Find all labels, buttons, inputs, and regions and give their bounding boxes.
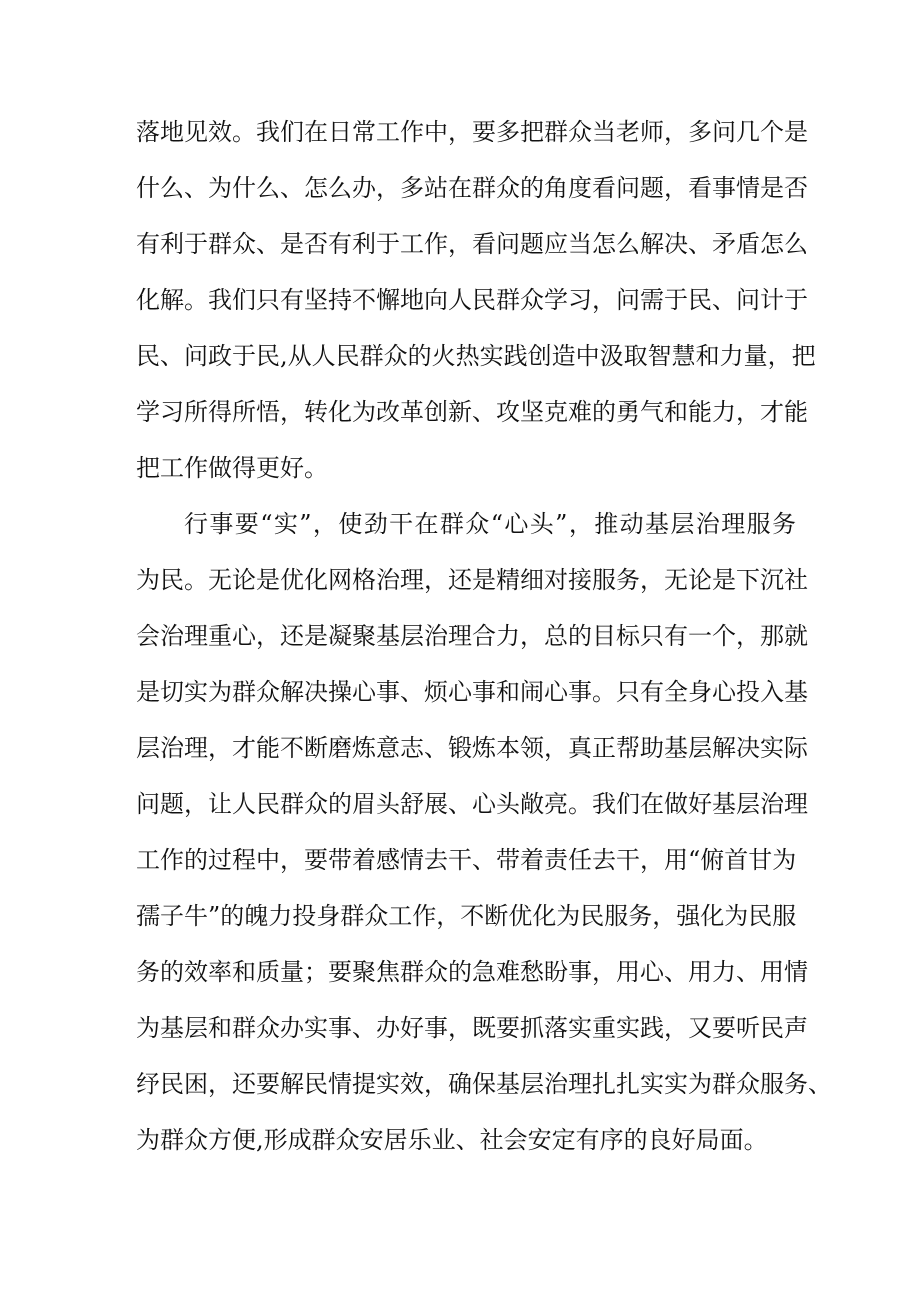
- text-line: 务的效率和质量；要聚焦群众的急难愁盼事，用心、用力、用情: [136, 958, 808, 986]
- text-line: 问题，让人民群众的眉头舒展、心头敞亮。我们在做好基层治理: [136, 790, 808, 818]
- text-line: 把工作做得更好。: [136, 454, 328, 482]
- text-line: 学习所得所悟，转化为改革创新、攻坚克难的勇气和能力，才能: [136, 398, 808, 426]
- text-line: 孺子牛”的魄力投身群众工作，不断优化为民服务，强化为民服: [136, 902, 797, 930]
- text-line: 为民。无论是优化网格治理，还是精细对接服务，无论是下沉社: [136, 566, 808, 594]
- text-line: 行事要“实”，使劲干在群众“心头”，推动基层治理服务: [184, 510, 796, 538]
- text-line: 为群众方便,形成群众安居乐业、社会安定有序的良好局面。: [136, 1126, 768, 1154]
- text-line: 是切实为群众解决操心事、烦心事和闹心事。只有全身心投入基: [136, 678, 808, 706]
- text-line: 工作的过程中，要带着感情去干、带着责任去干，用“俯首甘为: [136, 846, 797, 874]
- text-line: 化解。我们只有坚持不懈地向人民群众学习，问需于民、问计于: [136, 286, 808, 314]
- text-line: 什么、为什么、怎么办，多站在群众的角度看问题，看事情是否: [136, 174, 808, 202]
- text-line: 有利于群众、是否有利于工作，看问题应当怎么解决、矛盾怎么: [136, 230, 808, 258]
- text-line: 纾民困，还要解民情提实效，确保基层治理扎扎实实为群众服务、: [136, 1070, 832, 1098]
- text-line: 会治理重心，还是凝聚基层治理合力，总的目标只有一个，那就: [136, 622, 808, 650]
- text-line: 落地见效。我们在日常工作中，要多把群众当老师，多问几个是: [136, 118, 808, 146]
- text-line: 层治理，才能不断磨炼意志、锻炼本领，真正帮助基层解决实际: [136, 734, 808, 762]
- text-line: 民、问政于民,从人民群众的火热实践创造中汲取智慧和力量，把: [136, 342, 816, 370]
- text-line: 为基层和群众办实事、办好事，既要抓落实重实践，又要听民声: [136, 1014, 808, 1042]
